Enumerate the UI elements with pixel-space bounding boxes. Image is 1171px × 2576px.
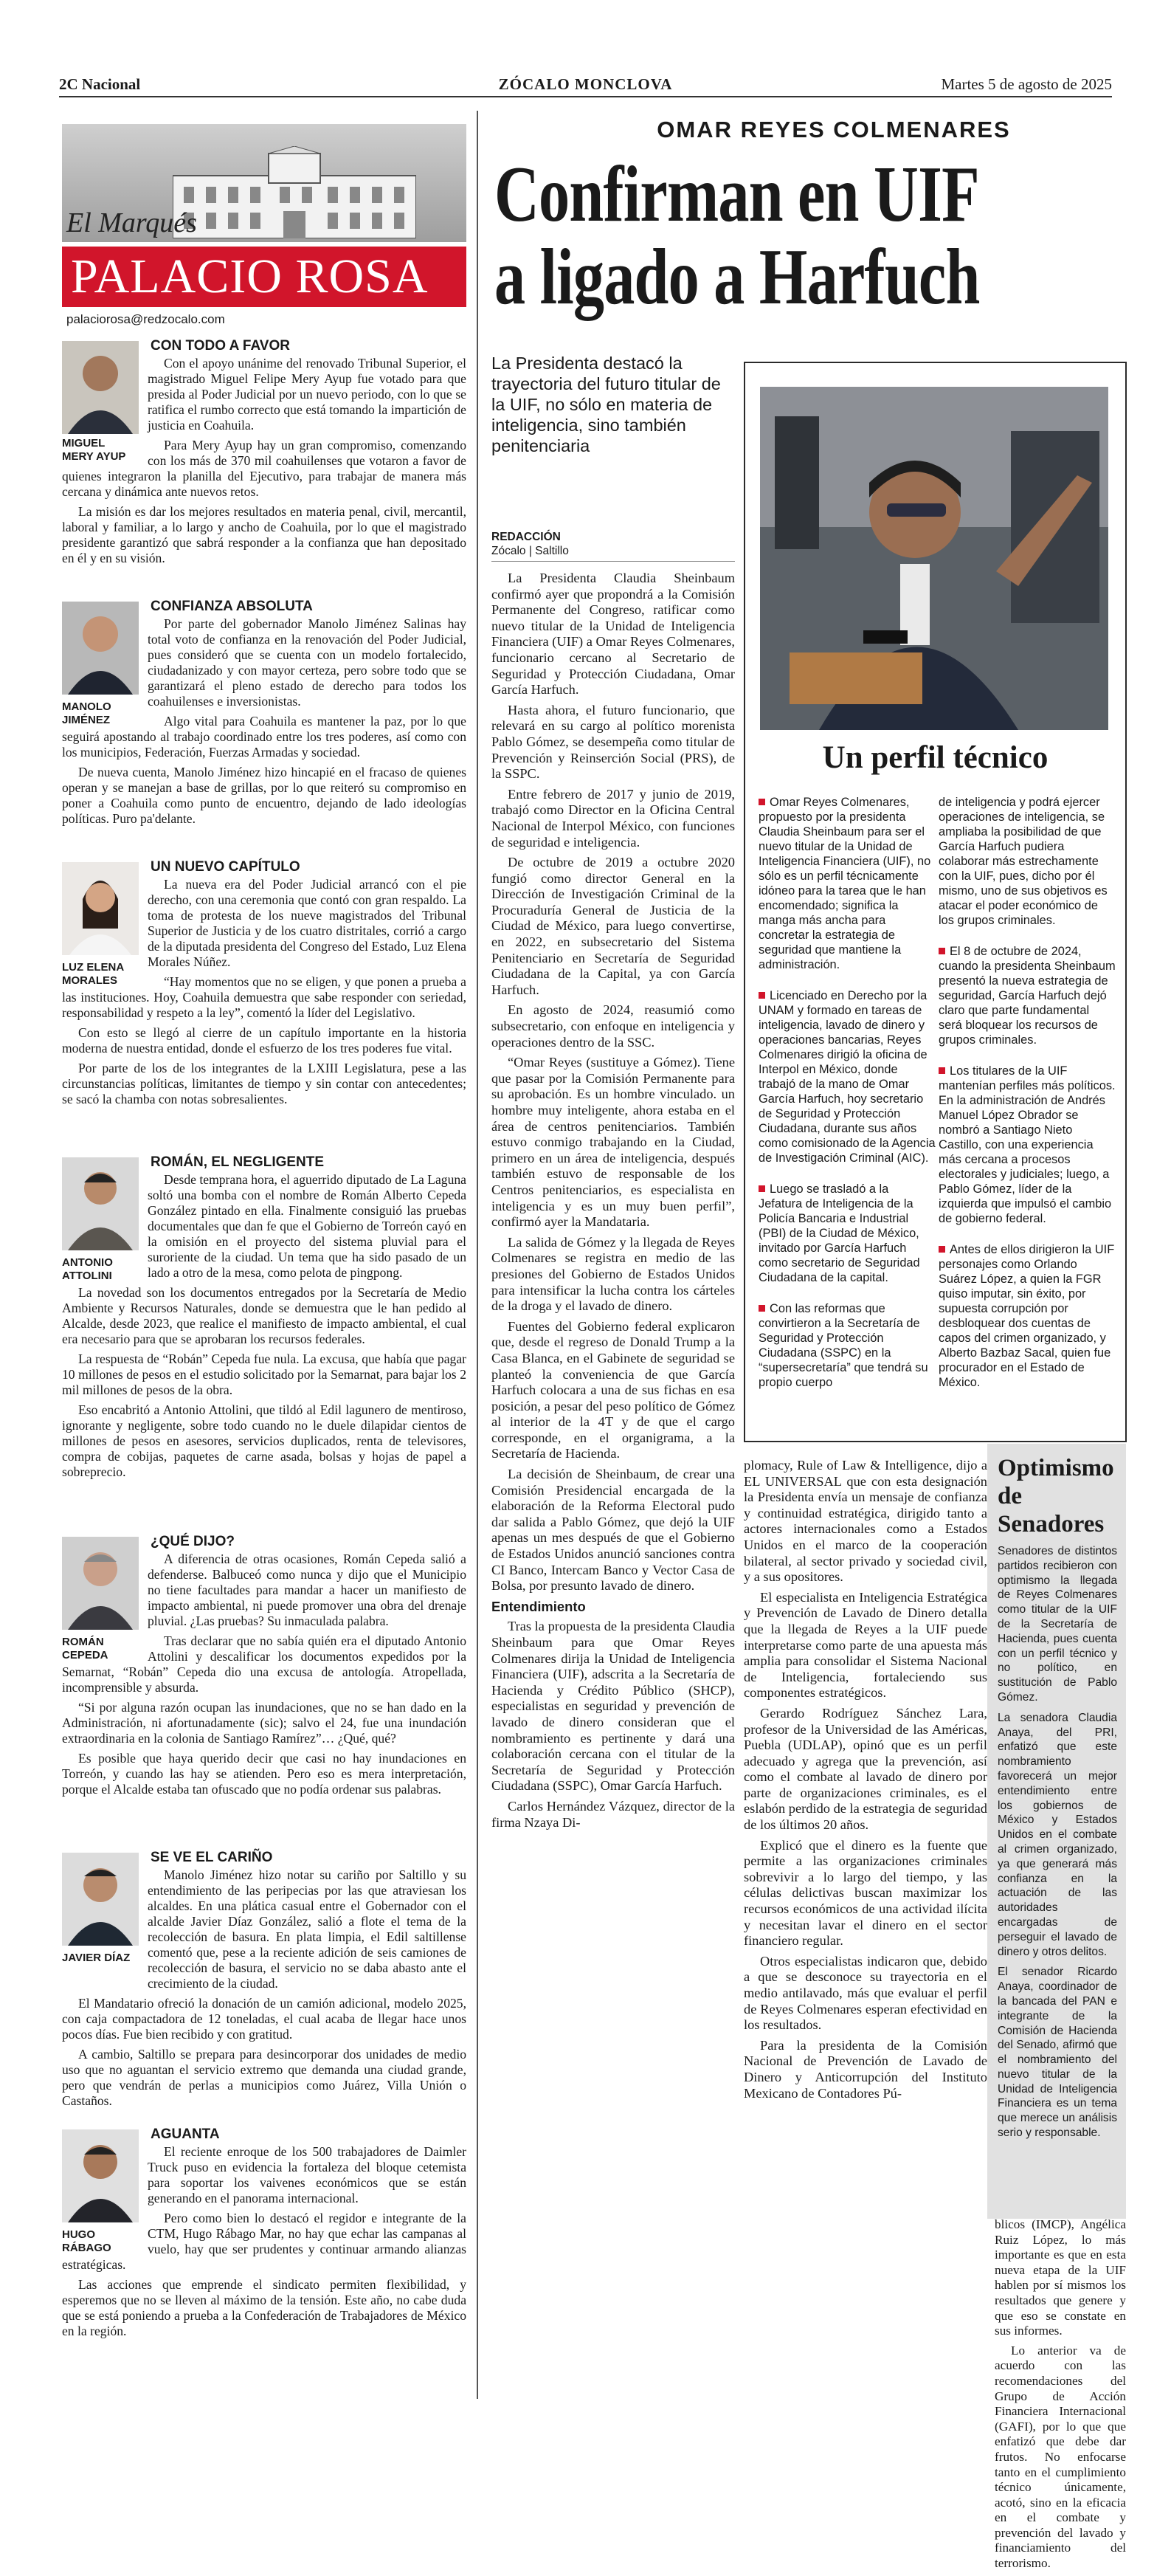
newspaper-name: ZÓCALO MONCLOVA — [498, 75, 673, 93]
paragraph: De nueva cuenta, Manolo Jiménez hizo hincapié en el fracaso de quienes operan y se manejan a base de grillas, por lo que reiteró su compromiso en poner a Coahuila como punto de encuentro, dejando de lado ideologías políticas. Puro pa'delante. — [62, 765, 466, 826]
paragraph: La respuesta de “Robán” Cepeda fue nula. La excusa, que había que pagar 10 millones de pesos en el estudio solicitado por la Semarnat, para bajar los 2 mil millones de pesos de la obra. — [62, 1351, 466, 1397]
headline-line: a ligado a Harfuch — [494, 233, 980, 321]
paragraph: Por parte de los de los integrantes de la LXIII Legislatura, pese a las circunstancias políticas, limitantes de tiempo y sin contar con antecedentes; se sacó la chamba con notas sobresalientes. — [62, 1061, 466, 1106]
paragraph: Luego se trasladó a la Jefatura de Inteligencia de la Policía Bancaria e Industrial (PBI) de la Ciudad de México, invitado por García Harfuch como secretario de Seguridad Ciudadana de la capital. — [759, 1182, 936, 1285]
headline-line: Confirman en UIF — [494, 151, 979, 238]
item-title: ¿QUÉ DIJO? — [151, 1534, 235, 1549]
paragraph: Para Mery Ayup hay un gran compromiso, comenzando con los más de 370 mil coahuilenses que votaron a favor de quienes integraron la planilla del Ejecutivo, para trabajar de manera más cercana y dinámica ante nuevos retos. — [62, 438, 466, 499]
item-title: CON TODO A FAVOR — [151, 338, 290, 354]
masthead-band — [62, 124, 466, 242]
paragraph: Explicó que el dinero es la fuente que permite a las organizaciones criminales sobrevivir a lo largo del tiempo, y las células delictivas buscan maximizar los recursos económicos de una actividad ilícita y necesitan lavar el dinero en el sector financiero regular. — [744, 1837, 987, 1949]
paragraph: Con esto se llegó al cierre de un capítulo importante en la historia moderna de nuestra entidad, donde el esfuerzo de los tres poderes fue vital. — [62, 1025, 466, 1055]
paragraph: Licenciado en Derecho por la UNAM y formado en tareas de inteligencia, lavado de dinero y operaciones bancarias, Reyes Colmenares dirigió la oficina de Interpol en México, donde trabajó de la mano de Omar García Harfuch, hoy secretario de Seguridad y Protección Ciudadana, durante sus años como comisionado de la Agencia de Investigación Criminal (AIC). — [759, 989, 936, 1165]
person-name: MANOLO JIMÉNEZ — [62, 700, 111, 726]
paragraph: Antes de ellos dirigieron la UIF personajes como Orlando Suárez López, a quien la FGR quiso imputar, sin éxito, por supuesta corrupción por desbloquear dos cuentas de capos del crimen organizado, y Alberto Bazbaz Sacal, quien fue procurador en el Estado de México. — [939, 1243, 1115, 1389]
item-title: AGUANTA — [151, 2126, 220, 2142]
person-name: HUGO RÁBAGO — [62, 2228, 111, 2254]
item-body — [62, 2144, 466, 2343]
paragraph: Desde temprana hora, el aguerrido diputado de La Laguna soltó una bomba con el nombre de Román Alberto Cepeda González pintado en ella. Finalmente consiguió las pruebas documentales que dan fe que el Gobierno de Torreón cayó en la omisión en el proyecto del sistema pluvial para el suroriente de la ciudad. Un tema que ha sido pasado de un lado a otro de la mesa, como pelota de pingpong. — [148, 1172, 466, 1280]
person-name: LUZ ELENA MORALES — [62, 961, 124, 987]
article-kicker: OMAR REYES COLMENARES — [657, 117, 1011, 142]
paragraph: Manolo Jiménez hizo notar su cariño por Saltillo y su entendimiento de las peripecias por las que atraviesan los alcaldes. En una plática casual entre el Gobernador con el alcalde Javier Díaz González, salió a flote el tema de la recolección de basura. En plata limpia, el Edil saltillense comentó que, pese a la reciente adición de seis camiones de recolección de basura, el servicio no se daba abasto ante el crecimiento de la ciudad. — [148, 1867, 466, 1991]
sidebar-title: Optimismo de Senadores — [998, 1455, 1114, 1537]
paragraph: El reciente enroque de los 500 trabajadores de Daimler Truck puso en evidencia la fortaleza del bloque cetemista para soportar los vaivenes económicos que se están generando en el panorama internacional. — [148, 2144, 466, 2205]
paragraph: A cambio, Saltillo se prepara para desincorporar dos unidades de medio uso que no aguantan el servicio extremo que demanda una ciudad grande, pero que vendrán de perlas a municipios como Juárez, Villa Unión o Castaños. — [62, 2047, 466, 2108]
paragraph: Las acciones que emprende el sindicato permiten flexibilidad, y esperemos que no se lleven al máximo de la tensión. Este año, no cabe duda que se está poniendo a prueba a la Confederación de Trabajadores de México en la región. — [62, 2277, 466, 2338]
paragraph: El Mandatario ofreció la donación de un camión adicional, modelo 2025, con caja compactadora de 12 toneladas, el cual acaba de llegar hace unos pocos días. Fue bien recibido y con gratitud. — [62, 1996, 466, 2042]
section-label: 2C Nacional — [59, 75, 141, 93]
paragraph: Con las reformas que convirtieron a la Secretaría de Seguridad y Protección Ciudadana (SSPC) en la “supersecretaría” que tendrá su propio cuerpo — [759, 1301, 936, 1390]
paragraph: Lo anterior va de acuerdo con las recomendaciones del Grupo de Acción Financiera Internacional (GAFI), por lo que que enfatizó que debe dar frutos. No enfocarse tanto en el cumplimiento técnico únicamente, acotó, sino en la eficacia en el combate y prevención del lavado y financiamiento del terrorismo. — [995, 2343, 1126, 2571]
paragraph: Tras declarar que no sabía quién era el diputado Antonio Attolini y descalificar los documentos expedidos por la Semarnat, “Robán” Cepeda dio una excusa de antología. Atropellada, incomprensible y absurda. — [62, 1633, 466, 1695]
paragraph: plomacy, Rule of Law & Intelligence, dijo a EL UNIVERSAL que con esta designación la Presidenta envía un mensaje de confianza y continuidad estratégica, dirigido tanto a actores internacionales como a Estados Unidos en el marco de la cooperación bilateral, al sector privado y sociedad civil, y a sus opositores. — [744, 1458, 987, 1585]
paragraph: De octubre de 2019 a octubre 2020 fungió como director General en la Dirección de Investigación Criminal de la Procuraduría General de Justicia de la Ciudad de México, para luego convertirse, en 2022, en subsecretario del Sistema Penitenciario en Secretaría de Seguridad Ciudadana de la Capital, ya con García Harfuch. — [491, 855, 735, 997]
paragraph: El senador Ricardo Anaya, coordinador de la bancada del PAN e integrante de la Comisión de Hacienda del Senado, afirmó que el nombramiento del nuevo titular de la Unidad de Inteligencia Financiera es un tema que merece un análisis serio y responsable. — [998, 1966, 1117, 2140]
column-masthead — [62, 124, 466, 338]
article-headline — [494, 151, 989, 321]
palace-illustration — [173, 146, 416, 238]
profile-column-right — [939, 795, 1116, 1406]
paragraph: “Si por alguna razón ocupan las inundaciones, que no se han dado en la Administración, ni afortunadamente (sic); salvo el 24, fue una inundación extraordinaria en la colonia de Santiago Ramírez”… ¿Qué, qué? — [62, 1700, 466, 1746]
page-header — [59, 74, 1112, 97]
paragraph: La misión es dar los mejores resultados en materia penal, civil, mercantil, laboral y familiar, a lo largo y ancho de Coahuila, por lo que el magistrado presidente garantizó que sabrá responder a la confianza que han depositado en él y en su visión. — [62, 504, 466, 565]
paragraph: blicos (IMCP), Angélica Ruiz López, lo más importante es que en esta nueva etapa de la UIF hablen por sí mismos los resultados que genere y que eso se constate en sus informes. — [995, 2217, 1126, 2338]
item-title: SE VE EL CARIÑO — [151, 1850, 273, 1865]
paragraph: Fuentes del Gobierno federal explicaron que, desde el regreso de Donald Trump a la Casa Blanca, en el Gabinete de seguridad se planteó la conveniencia de que García Harfuch colocara a una de sus fichas en esa posición, a pesar del peso político de Gómez al interior de la 4T y de que el cargo corresponde, en el organigrama, a la Secretaría de Hacienda. — [491, 1318, 735, 1461]
paragraph: Es posible que haya querido decir que casi no hay inundaciones en Torreón, y cuando las hay se atienden. Pero eso es mera interpretación, porque el Alcalde estaba tan ofuscado que no podía ordenar sus palabras. — [62, 1751, 466, 1797]
paragraph: Algo vital para Coahuila es mantener la paz, por lo que seguirá apostando al trabajo coordinado entre los tres poderes, así como con los municipios, Federación, Fuerzas Armadas y sociedad. — [62, 714, 466, 760]
paragraph: Por parte del gobernador Manolo Jiménez Salinas hay total voto de confianza en la renovación del Poder Judicial, pues consideró que se cuenta con un modelo fortalecido, ciudadanizado y con mayor certeza, pero sobre todo que se garantizará el pleno estado de derecho para todos los coahuilenses e inversionistas. — [148, 616, 466, 709]
paragraph: Otros especialistas indicaron que, debido a que se desconoce su trayectoria en el medio antilavado, más que evaluar el perfil de Reyes Colmenares esperan efectividad en los resultados. — [744, 1953, 987, 2033]
paragraph: Para la presidenta de la Comisión Nacional de Prevención de Lavado de Dinero y Anticorrupción del Instituto Mexicano de Contadores Pú- — [744, 2037, 987, 2101]
column-divider — [477, 111, 478, 2399]
item-body — [62, 877, 466, 1112]
paragraph: Entre febrero de 2017 y junio de 2019, trabajó como Director en la Oficina Central Nacional de Interpol México, con funciones de seguridad e inteligencia. — [491, 786, 735, 850]
paragraph: Hasta ahora, el futuro funcionario, que relevará en su cargo al político morenista Pablo Gómez, se desempeña como titular de Prevención y Reinserción Social (PRS), de la SSPC. — [491, 702, 735, 782]
paragraph: A diferencia de otras ocasiones, Román Cepeda salió a defenderse. Balbuceó como nunca y dijo que el Municipio no tiene facultades para mandar a hacer un manifiesto de impacto ambiental, ni puede promover una obra del drenaje pluvial. ¿Las pruebas? Su inmaculada palabra. — [148, 1552, 466, 1628]
person-name: MIGUEL MERY AYUP — [62, 437, 126, 463]
article-subhead: Entendimiento — [491, 1598, 586, 1614]
paragraph: La senadora Claudia Anaya, del PRI, enfatizó que este nombramiento favorecerá un mejor entendimiento entre los gobiernos de México y Estados Unidos en el combate al crimen organizado, ya que generará más confianza en la actuación de las autoridades encargadas de perseguir el lavado de dinero y otros delitos. — [998, 1711, 1117, 1958]
issue-date: Martes 5 de agosto de 2025 — [941, 75, 1112, 93]
paragraph: Con el apoyo unánime del renovado Tribunal Superior, el magistrado Miguel Felipe Mery Ayup fue votado para que presida al Poder Judicial por un nuevo periodo, con lo que se ratifica el rumbo correcto que está tomando la impartición de justicia en Coahuila. — [148, 356, 466, 433]
paragraph: La salida de Gómez y la llegada de Reyes Colmenares se registra en medio de las presiones del Gobierno de Estados Unidos para intensificar la lucha contra los cárteles de la droga y el lavado de dinero. — [491, 1234, 735, 1314]
byline-dateline: Zócalo | Saltillo — [491, 545, 569, 557]
profile-column-left — [759, 795, 936, 1406]
paragraph: Gerardo Rodríguez Sánchez Lara, profesor de la Universidad de las Américas, Puebla (UDLAP), opinó que es un perfil adecuado y agrega que la prevención, así como el combate al lavado de dinero por parte de organizaciones criminales, es el eslabón perdido de la estrategia de seguridad de los últimos 20 años. — [744, 1705, 987, 1833]
paragraph: La nueva era del Poder Judicial arrancó con el pie derecho, con una ceremonia que contó con gran respaldo. La toma de protesta de los nueve magistrados del Tribunal Superior de Justicia y de los cuatro distritales, corrió a cargo de la diputada presidenta del Congreso del Estado, Luz Elena Morales Núñez. — [148, 877, 466, 969]
paragraph: Senadores de distintos partidos recibieron con optimismo la llegada de Reyes Colmenares como titular de la UIF de la Secretaría de Hacienda, pues cuenta con un perfil técnico y no político, en sustitución de Pablo Gómez. — [998, 1545, 1117, 1704]
person-name: ROMÁN CEPEDA — [62, 1636, 108, 1661]
article-column-2 — [744, 1458, 987, 2106]
paragraph: Eso encabritó a Antonio Attolini, que tildó al Edil lagunero de mentiroso, ignorante y negligente, sobre todo cuando no le duele dilapidar cientos de millones de pesos en asesores, servicios duplicados, renta de televisores, compra de cobijas, paquetes de carne asada, bolsas y hojas de papel a sobreprecio. — [62, 1402, 466, 1479]
paragraph: Pero como bien lo destacó el regidor e integrante de la CTM, Hugo Rábago Mar, no hay que echar las campanas al vuelo, hay que ser prudentes y continuar armando alianzas estratégicas. — [62, 2211, 466, 2272]
column-brand-top: El Marqués — [66, 207, 197, 238]
article-deck: La Presidenta destacó la trayectoria del futuro titular de la UIF, no sólo en materia de inteligencia, sino también penitenciaria — [491, 354, 721, 455]
byline-author: REDACCIÓN — [491, 531, 561, 543]
article-column-1 — [491, 571, 735, 1835]
paragraph: Tras la propuesta de la presidenta Claudia Sheinbaum para que Omar Reyes Colmenares dirija la Unidad de Inteligencia Financiera (UIF), adscrita a la Secretaría de Hacienda y Crédito Público (SHCP), especialistas en seguridad y prevención de lavado de dinero consideran que el nombramiento es pertinente y dará una colaboración cercana con el titular de la Secretaría de Seguridad y Protección Ciudadana (SSPC), Omar García Harfuch. — [491, 1619, 735, 1794]
byline-rule — [491, 561, 735, 562]
sidebar-text — [987, 1544, 1126, 2141]
person-name: JAVIER DÍAZ — [62, 1952, 131, 1964]
item-body — [62, 356, 466, 571]
paragraph: La Presidenta Claudia Sheinbaum confirmó ayer que propondrá a la Comisión Permanente del Congreso, ratificar como nuevo titular de la Unidad de Inteligencia Financiera (UIF) a Omar Reyes Colmenares, funcionario cercano al Secretario de Seguridad y Protección Ciudadana, Omar García Harfuch. — [491, 571, 735, 698]
profile-box-title: Un perfil técnico — [822, 740, 1049, 775]
paragraph: Omar Reyes Colmenares, propuesto por la presidenta Claudia Sheinbaum para ser el nuevo titular de la Unidad de Inteligencia Financiera (UIF), no sólo es un perfil técnicamente idóneo para la tarea que le han encomendado; significa la manga más ancha para concretar la estrategia de seguridad que mantiene la administración. — [759, 795, 936, 972]
column-email: palaciorosa@redzocalo.com — [66, 312, 225, 326]
item-body — [62, 1867, 466, 2113]
paragraph: “Hay momentos que no se eligen, y que ponen a prueba a las instituciones. Hoy, Coahuila demuestra que sabe responder con seriedad, responsabilidad y respeto a la ley”, comentó la líder del Legislativo. — [62, 974, 466, 1020]
byline — [491, 530, 735, 558]
item-title: UN NUEVO CAPÍTULO — [151, 859, 300, 875]
article-column-3 — [995, 2217, 1126, 2576]
senators-sidebar — [987, 1444, 1126, 2219]
item-title: CONFIANZA ABSOLUTA — [151, 599, 313, 614]
item-body — [62, 1172, 466, 1484]
column-brand: PALACIO ROSA — [62, 247, 466, 307]
paragraph: El 8 de octubre de 2024, cuando la presidenta Sheinbaum presentó la nueva estrategia de seguridad, García Harfuch dejó claro que parte fundamental será bloquear los recursos de grupos criminales. — [939, 945, 1116, 1047]
paragraph: En agosto de 2024, reasumió como subsecretario, con enfoque en inteligencia y operaciones dentro de la SSC. — [491, 1002, 735, 1050]
paragraph: de inteligencia y podrá ejercer operaciones de inteligencia, se ampliaba la posibilidad de que García Harfuch pudiera colaborar más estrechamente con la UIF, pues, dicho por él mismo, uno de sus objetivos es atacar el poder económico de los grupos criminales. — [939, 796, 1108, 927]
profile-box — [744, 362, 1127, 1442]
paragraph: La novedad son los documentos entregados por la Secretaría de Medio Ambiente y Recursos Naturales, donde se demuestra que le han pedido al Alcalde, desde 2023, que realice el manifiesto de impacto ambiental, el cual era necesario para que se aprobaran los recursos federales. — [62, 1285, 466, 1346]
paragraph: La decisión de Sheinbaum, de crear una Comisión Presidencial encargada de la elaboración de la Reforma Electoral pudo dar salida a Pablo Gómez, que dejó la UIF apenas un mes después de que el Gobierno de Estados Unidos anunció sanciones contra CI Banco, Intercam Banco y Vector Casa de Bolsa, por presunto lavado de dinero. — [491, 1467, 735, 1594]
paragraph: Los titulares de la UIF mantenían perfiles más políticos. En la administración de Andrés Manuel López Obrador se nombró a Santiago Nieto Castillo, con una experiencia más cercana a procesos electorales y judiciales; luego, a Pablo Gómez, líder de la izquierda que impulsó el cambio de gobierno federal. — [939, 1064, 1116, 1225]
paragraph: “Omar Reyes (sustituye a Gómez). Tiene que pasar por la Comisión Permanente para su aprobación. Es un hombre vinculado. un hombre muy inteligente, ahora estaba en el área de centros penitenciarios. También estuvo conmigo trabajando en la Ciudad, primero en un área de inteligencia, después también estuvo de responsable de los Centros penitenciarios, es especialista en inteligencia y es un muy buen perfil”, confirmó ayer la Mandataria. — [491, 1055, 735, 1230]
item-title: ROMÁN, EL NEGLIGENTE — [151, 1154, 325, 1170]
item-body — [62, 616, 466, 831]
item-body — [62, 1552, 466, 1802]
person-name: ANTONIO ATTOLINI — [62, 1256, 113, 1282]
article-photo — [760, 387, 1108, 730]
paragraph: El especialista en Inteligencia Estratégica y Prevención de Lavado de Dinero detalla que la llegada de Reyes a la UIF puede interpretarse como parte de una apuesta más amplia para consolidar el Sistema Nacional de Inteligencia, fortaleciendo sus componentes estratégicos. — [744, 1589, 987, 1701]
paragraph: Carlos Hernández Vázquez, director de la firma Nzaya Di- — [491, 1798, 735, 1830]
